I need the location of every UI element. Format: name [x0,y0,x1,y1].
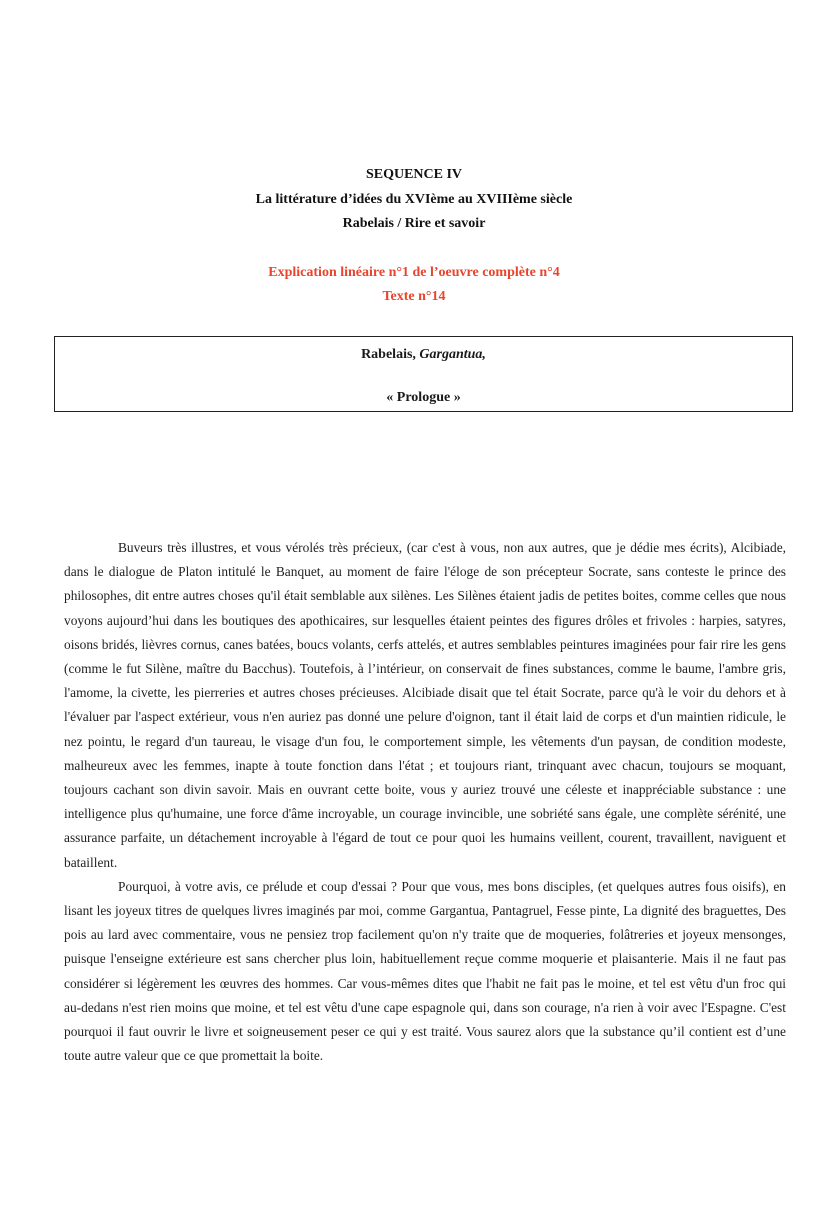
text-number: Texte n°14 [382,289,446,304]
body-text [64,536,786,1068]
sequence-title: SEQUENCE IV [365,167,463,182]
work-title-box [54,336,793,412]
work-author-line [55,346,792,364]
explication-header [0,261,828,309]
explication-title: Explication linéaire n°1 de l’oeuvre complète n°4 [268,265,560,280]
sequence-header [0,163,828,237]
paragraph: Buveurs très illustres, et vous vérolés très précieux, (car c'est à vous, non aux autres, que je dédie mes écrits), Alcibiade, dans le dialogue de Platon intitulé le Banquet, au moment de faire l'éloge de son précepteur Socrate, sans conteste le prince des philosophes, dit entre autres choses qu'il était semblable aux silènes. Les Silènes étaient jadis de petites boites, comme celles que nous voyons aujourd’hui dans les boutiques des apothicaires, sur lesquelles étaient peintes des figures drôles et frivoles : harpies, satyres, oisons bridés, lièvres cornus, canes batées, boucs volants, cerfs attelés, et autres semblables peintures imaginées pour fair rire les gens (comme le fut Silène, maître du Bacchus). Toutefois, à l’intérieur, on conservait de fines substances, comme le baume, l'ambre gris, l'amome, la civette, les pierreries et autres choses précieuses. Alcibiade disait que tel était Socrate, parce qu'à le voir du dehors et à l'évaluer par l'aspect extérieur, vous n'en auriez pas donné une pelure d'oignon, tant il était laid de corps et d'un maintien ridicule, le nez pointu, le regard d'un taureau, le visage d'un fou, le comportement simple, les vêtements d'un paysan, de condition modeste, malheureux avec les femmes, inapte à toute fonction dans l'état ; et toujours riant, trinquant avec chacun, toujours se moquant, toujours cachant son divin savoir. Mais en ouvrant cette boite, vous y auriez trouvé une céleste et inappréciable substance : une intelligence plus qu'humaine, une force d'âme incroyable, un courage invincible, une sobriété sans égale, une complète sérénité, une assurance parfaite, un détachement incroyable à l'égard de tout ce pour quoi les humains veillent, courent, travaillent, naviguent et bataillent. [64,540,786,870]
work-title: Gargantua, [419,347,486,362]
work-section: « Prologue » [386,390,461,405]
sequence-theme: La littérature d’idées du XVIème au XVIIIème siècle [255,191,573,207]
paragraph: Pourquoi, à votre avis, ce prélude et coup d'essai ? Pour que vous, mes bons disciples, (et quelques autres fous oisifs), en lisant les joyeux titres de quelques livres imaginés par moi, comme Gargantua, Pantagruel, Fesse pinte, La dignité des braguettes, Des pois au lard avec commentaire, vous ne pensiez trop facilement qu'on n'y traite que de moqueries, folâtreries et joyeux mensonges, puisque l'enseigne extérieure est sans chercher plus loin, habituellement reçue comme moquerie et plaisanterie. Mais il ne faut pas considérer si légèrement les œuvres des hommes. Car vous-mêmes dites que l'habit ne fait pas le moine, et tel est vêtu d'un froc qui au-dedans n'est rien moins que moine, et tel est vêtu d'une cape espagnole qui, dans son courage, n'a rien à voir avec l'Espagne. C'est pourquoi il faut ouvrir le livre et soigneusement peser ce qui y est traité. Vous saurez alors que la substance qu’il contient est d’une toute autre valeur que ce que promettait la boite. [64,878,786,1064]
sequence-unit: Rabelais / Rire et savoir [342,216,486,231]
author-name: Rabelais, [361,347,416,362]
